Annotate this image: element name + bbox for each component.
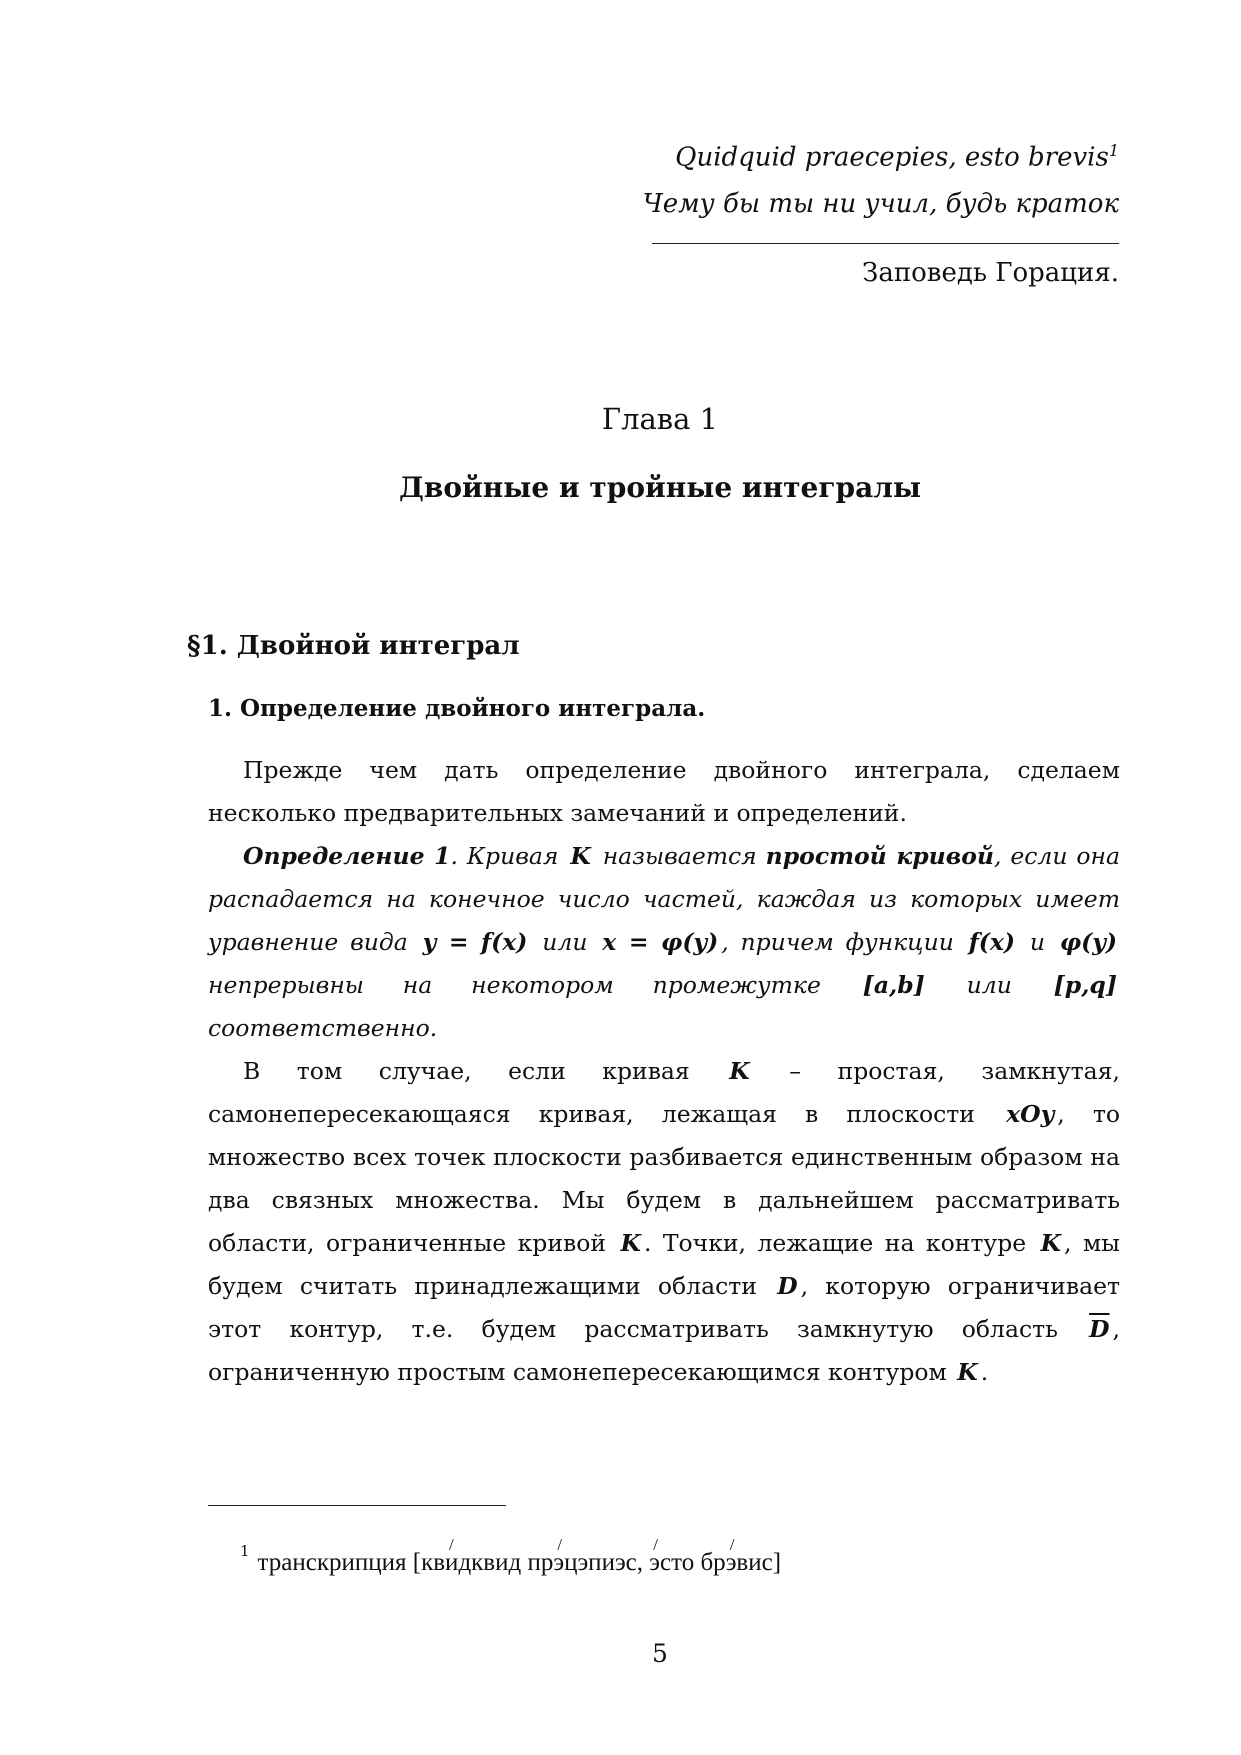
math-function: f(x) <box>968 928 1016 956</box>
math-K: K <box>620 1229 641 1257</box>
stress-accent: / э <box>726 1549 737 1576</box>
math-interval: [p,q] <box>1053 971 1117 999</box>
math-plane: xOy <box>1006 1100 1055 1128</box>
footnote-rule <box>208 1505 506 1506</box>
paragraph-text: . <box>980 1358 989 1386</box>
stress-accent: / и <box>445 1549 458 1576</box>
definition-text: соответственно. <box>208 1014 438 1042</box>
footnote-fragment: вис] <box>736 1549 782 1576</box>
footnote-text <box>258 1549 781 1576</box>
definition-text: , если она распадается на конечное число частей, каждая из которых имеет уравнение вида <box>208 842 1120 956</box>
math-K: K <box>570 842 591 870</box>
paragraph-text: , которую ограничивает этот контур, т.е. будем рассматривать замкнутую область <box>208 1272 1120 1343</box>
definition-paragraph <box>208 835 1120 1050</box>
math-function: φ(y) <box>1059 928 1117 956</box>
footnote-fragment: сто бр <box>660 1549 726 1576</box>
definition-label: Определение 1 <box>243 842 451 870</box>
page-number: 5 <box>652 1639 668 1668</box>
math-D: D <box>777 1272 798 1300</box>
math-equation: y = f(x) <box>422 928 528 956</box>
epigraph-rule <box>652 243 1119 244</box>
definition-term: простой кривой <box>765 842 994 870</box>
math-K: K <box>1040 1229 1062 1257</box>
paragraph-text: , ограниченную простым самонепересекающимся контуром <box>208 1315 1120 1386</box>
math-K: K <box>729 1057 750 1085</box>
definition-text: или <box>542 928 588 956</box>
math-D-closure: $\overline{D}$ <box>1089 1315 1110 1343</box>
stress-accent: / э <box>553 1549 564 1576</box>
chapter-number: Глава 1 <box>601 402 719 436</box>
epigraph-attribution: Заповедь Горация. <box>862 258 1119 288</box>
main-paragraph <box>208 1050 1120 1394</box>
definition-text: называется <box>602 842 757 870</box>
footnote <box>240 1533 781 1581</box>
paragraph-text: , то множество всех точек плоскости разбивается единственным образом на два связных множества. Мы будем в дальнейшем рассматривать области, ограниченные кривой <box>208 1100 1120 1257</box>
math-equation: x = φ(y) <box>602 928 719 956</box>
paragraph-text: . Точки, лежащие на контуре <box>643 1229 1027 1257</box>
definition-text: и <box>1029 928 1046 956</box>
definition-text: непрерывны на некотором промежутке <box>208 971 821 999</box>
footnote-fragment: дквид пр <box>458 1549 554 1576</box>
stress-accent: / э <box>649 1549 660 1576</box>
section-title: §1. Двойной интеграл <box>187 631 520 661</box>
epigraph-russian: Чему бы ты ни учил, будь краток <box>642 188 1119 219</box>
paragraph-text: В том случае, если кривая <box>243 1057 690 1085</box>
epigraph-latin <box>599 128 1119 181</box>
paragraph-text: – простая, замкнутая, самонепересекающаяся кривая, лежащая в плоскости <box>208 1057 1120 1128</box>
body-text <box>208 749 1120 1394</box>
definition-text: или <box>966 971 1012 999</box>
paragraph-text: , мы будем считать принадлежащими области <box>208 1229 1120 1300</box>
epigraph <box>599 128 1119 227</box>
definition-text: , причем функции <box>721 928 954 956</box>
footnote-fragment: транскрипция [кв <box>257 1549 446 1576</box>
chapter-title: Двойные и тройные интегралы <box>398 471 922 504</box>
subsection-title: 1. Определение двойного интеграла. <box>208 695 706 722</box>
intro-paragraph: Прежде чем дать определение двойного интеграла, сделаем несколько предварительных замечаний и определений. <box>208 756 1120 827</box>
footnote-mark: 1 <box>240 1542 250 1560</box>
math-K: K <box>957 1358 978 1386</box>
definition-text: . Кривая <box>450 842 559 870</box>
math-interval: [a,b] <box>862 971 925 999</box>
epigraph-footnote-mark[interactable]: 1 <box>1108 141 1119 160</box>
footnote-fragment: цэпиэс, <box>564 1549 650 1576</box>
epigraph-latin-text: Quidquid praecepies, esto brevis <box>675 142 1109 173</box>
